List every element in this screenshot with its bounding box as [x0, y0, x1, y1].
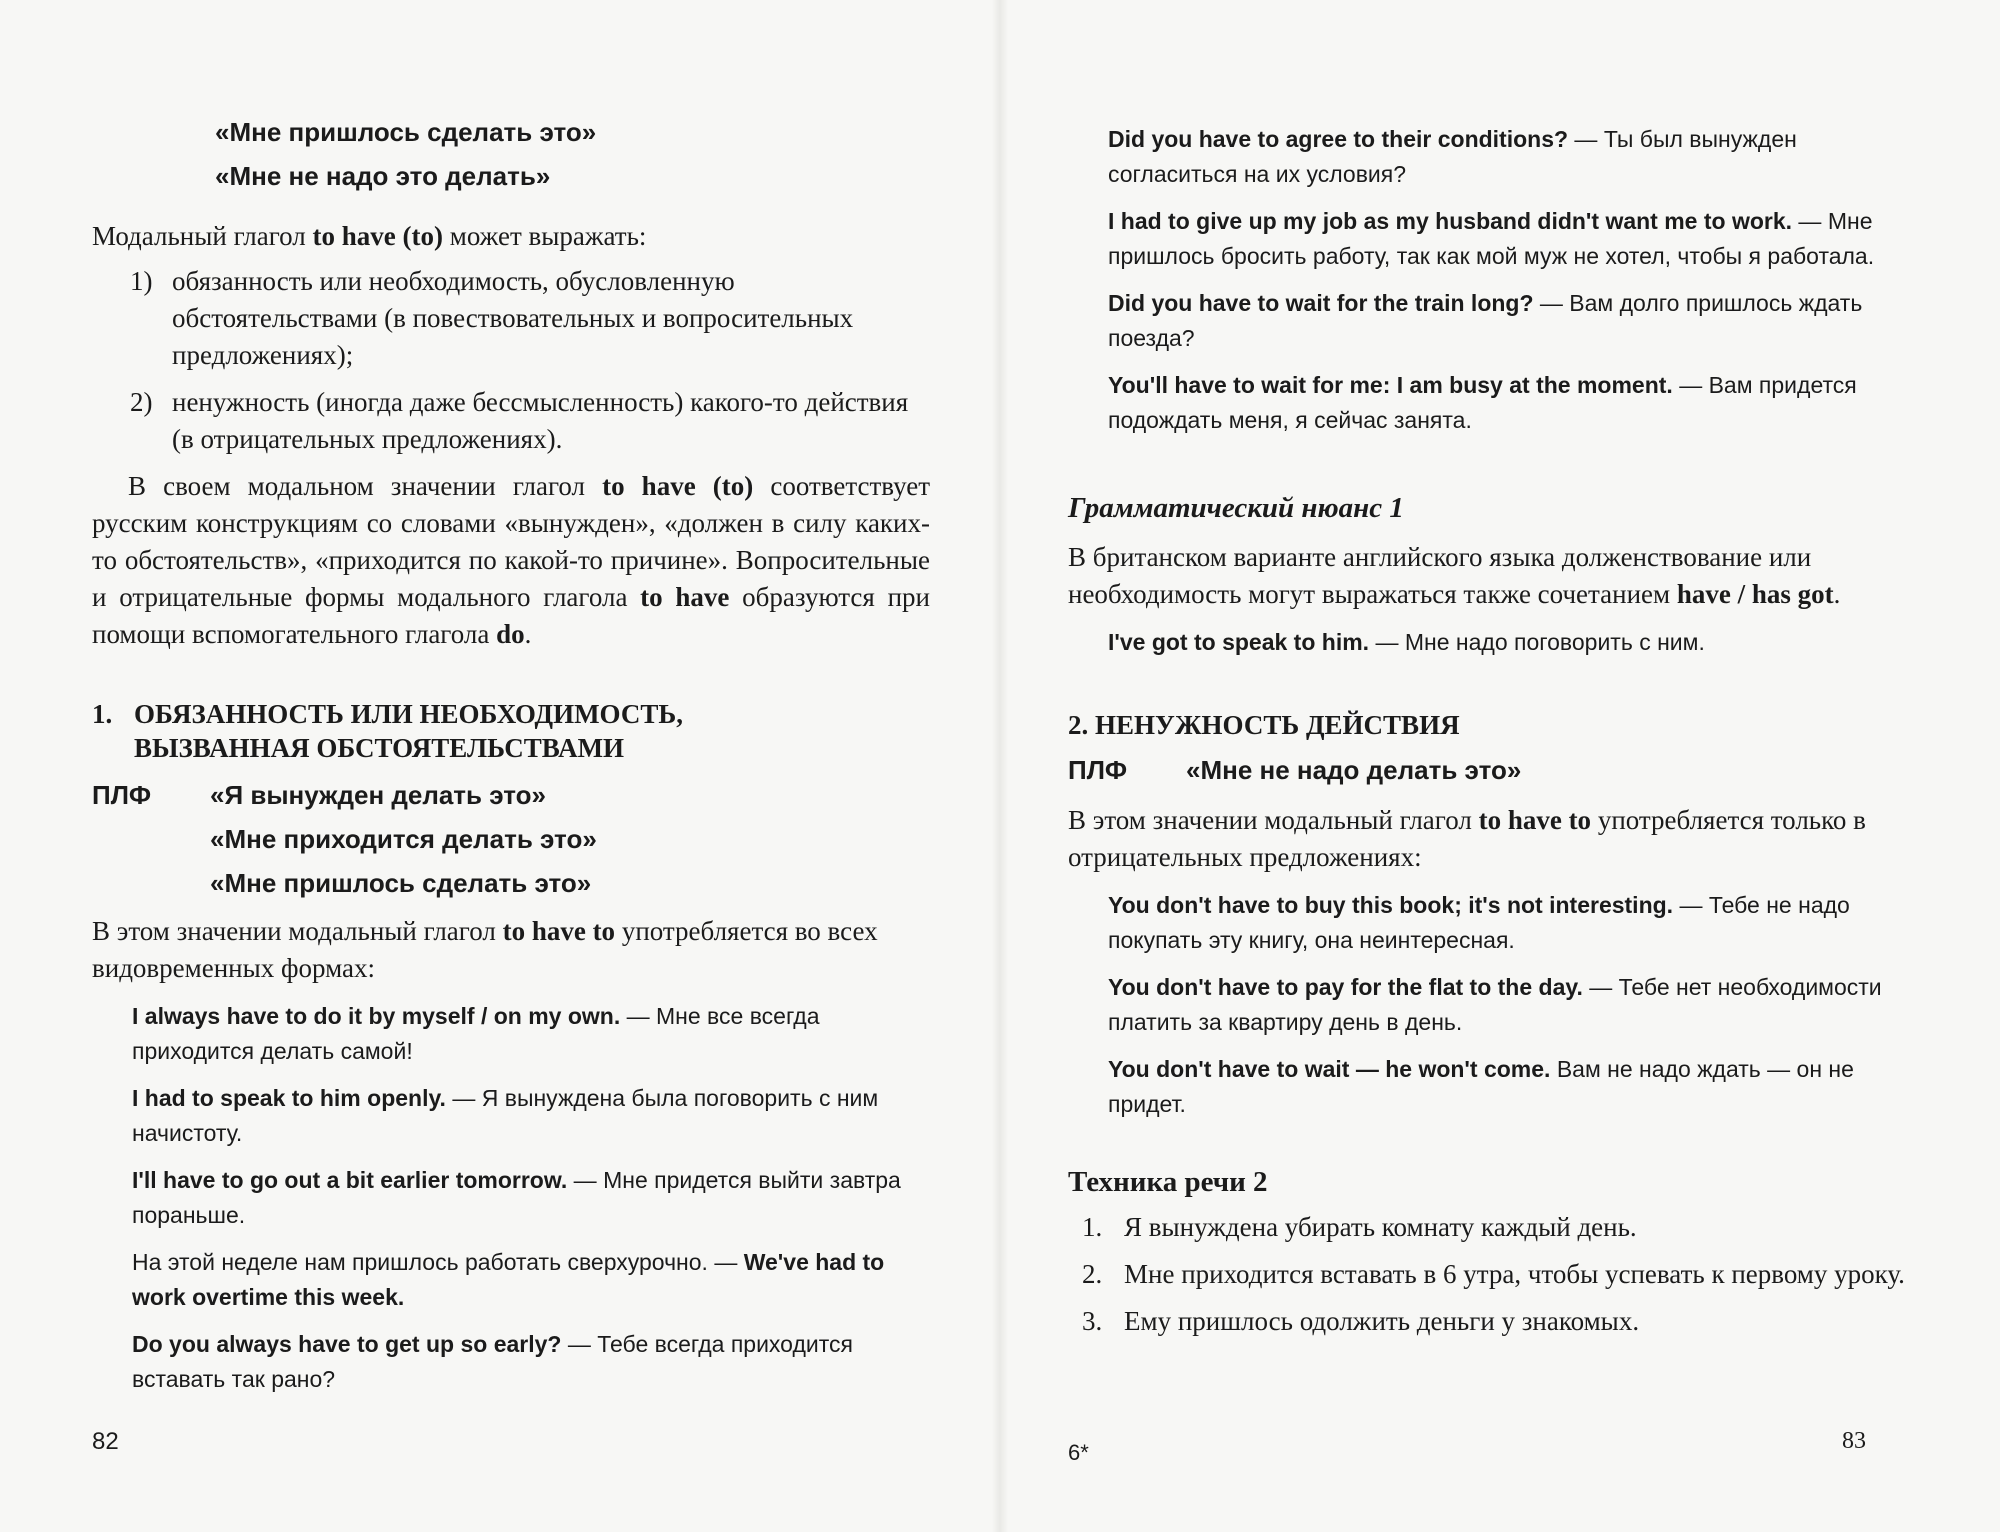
example [1068, 368, 1910, 438]
item-number: 3. [1082, 1306, 1103, 1336]
technique-heading: Техника речи 2 [1068, 1166, 1268, 1198]
example-english: Did you have to wait for the train long? [1108, 290, 1534, 316]
example-russian: Вам не надо ждать — он не придет. [1108, 1056, 1854, 1117]
text: употребляется только в отрицательных предложениях: [1068, 805, 1866, 872]
text: В этом значении модальный глагол [1068, 805, 1479, 835]
example-russian: — Мне пришлось бросить работу, так как мой муж не хотел, чтобы я работала. [1108, 208, 1875, 269]
list-item [1068, 1209, 1910, 1246]
text: В британском варианте английского языка долженствование или необходимость могут выражаться также сочетанием [1068, 542, 1812, 609]
plf-row [92, 773, 930, 817]
example-english: You'll have to wait for me: I am busy at the moment. [1108, 372, 1673, 398]
example-english: I had to give up my job as my husband didn't want me to work. [1108, 208, 1793, 234]
section-2-heading: 2. НЕНУЖНОСТЬ ДЕЙСТВИЯ [1068, 710, 1460, 740]
example-russian: — Мне все всегда приходится делать самой! [132, 1003, 820, 1064]
technique-list [1068, 1209, 1910, 1340]
meanings-list [92, 263, 930, 458]
plf-line: «Мне не надо делать это» [1186, 755, 1522, 785]
term: have / has got [1676, 579, 1834, 609]
nuance-heading: Грамматический нюанс 1 [1068, 492, 1404, 524]
right-page [1000, 0, 2000, 1532]
example [1068, 970, 1910, 1040]
list-item [1068, 1256, 1910, 1293]
example-russian: На этой неделе нам пришлось работать сверхурочно. — [132, 1249, 744, 1275]
example [92, 999, 930, 1069]
item-number: 1) [130, 266, 153, 296]
term: do [496, 619, 525, 649]
example-english: Did you have to agree to their conditions? [1108, 126, 1569, 152]
intro-line: «Мне пришлось сделать это» [215, 117, 597, 147]
text: . [1833, 579, 1841, 609]
plf-line: «Я вынужден делать это» [210, 780, 546, 810]
usage-paragraph [92, 913, 930, 987]
term: to have to [502, 916, 616, 946]
plf-line: «Мне приходится делать это» [210, 824, 597, 854]
text: употребляется во всех видовременных формах: [92, 916, 878, 983]
term: to have to [1478, 805, 1592, 835]
section-title-line: ВЫЗВАННАЯ ОБСТОЯТЕЛЬСТВАМИ [134, 733, 625, 763]
intro-line: «Мне не надо это делать» [215, 161, 551, 191]
example [92, 1081, 930, 1151]
example [1068, 888, 1910, 958]
example-english: I always have to do it by myself / on my own. [132, 1003, 621, 1029]
item-text: обязанность или необходимость, обусловленную обстоятельствами (в повествовательных и вопросительных предложениях); [172, 266, 854, 370]
example [92, 1163, 930, 1233]
text: может выражать: [443, 221, 647, 251]
example [92, 1245, 930, 1315]
item-number: 2. [1082, 1259, 1103, 1289]
example [92, 1327, 930, 1397]
plf-label: ПЛФ [92, 780, 152, 810]
list-item [1068, 1303, 1910, 1340]
plf-row [1068, 748, 1910, 792]
plf-line: «Мне пришлось сделать это» [210, 868, 592, 898]
text: соответствует русским конструкциям со словами «вынужден», «должен в силу каких-то обстоятельств», «приходится по какой-то причине». Вопросительные и отрицательные формы модального глагола [92, 471, 931, 612]
signature-mark: 6* [1068, 1440, 1089, 1465]
text: В своем модальном значении глагол [128, 471, 603, 501]
example-russian: — Вам придется подождать меня, я сейчас занята. [1108, 372, 1857, 433]
term: to have (to) [312, 221, 443, 251]
example [1068, 1052, 1910, 1122]
example-english: You don't have to buy this book; it's not interesting. [1108, 892, 1674, 918]
example-russian: — Ты был вынужден согласиться на их условия? [1108, 126, 1797, 187]
example-english: I've got to speak to him. [1108, 629, 1370, 655]
item-number: 1. [1082, 1212, 1103, 1242]
example-russian: — Тебе нет необходимости платить за квартиру день в день. [1108, 974, 1882, 1035]
explanation-paragraph [92, 468, 930, 653]
example-russian: — Тебе не надо покупать эту книгу, она неинтересная. [1108, 892, 1850, 953]
section-title [134, 697, 683, 765]
usage-paragraph [1068, 802, 1910, 876]
term: to have [640, 582, 730, 612]
example-russian: — Я вынуждена была поговорить с ним начистоту. [132, 1085, 879, 1146]
page-number: 82 [92, 1428, 119, 1455]
text: Модальный глагол [92, 221, 313, 251]
item-text: Я вынуждена убирать комнату каждый день. [1124, 1212, 1637, 1242]
example-russian: — Мне надо поговорить с ним. [1369, 629, 1705, 655]
example-english: I had to speak to him openly. [132, 1085, 446, 1111]
plf-block [92, 773, 930, 905]
example [1068, 122, 1910, 192]
list-item [92, 384, 930, 458]
modal-intro [92, 218, 930, 255]
text: образуются при помощи вспомогательного глагола [92, 582, 930, 649]
example-russian: — Тебе всегда приходится вставать так рано? [132, 1331, 853, 1392]
item-number: 2) [130, 387, 153, 417]
text: В этом значении модальный глагол [92, 916, 503, 946]
intro-lines [92, 110, 930, 198]
example-english: You don't have to wait — he won't come. [1108, 1056, 1551, 1082]
item-text: Мне приходится вставать в 6 утра, чтобы успевать к первому уроку. [1124, 1259, 1905, 1289]
example-english: You don't have to pay for the flat to the day. [1108, 974, 1583, 1000]
term: to have (to) [602, 471, 754, 501]
section-1-heading [92, 697, 930, 765]
example-english: We've had to work overtime this week. [132, 1249, 885, 1310]
plf-row [92, 861, 930, 905]
example-english: Do you always have to get up so early? [132, 1331, 562, 1357]
plf-row [92, 817, 930, 861]
item-text: Ему пришлось одолжить деньги у знакомых. [1124, 1306, 1640, 1336]
section-number: 1. [92, 699, 113, 729]
example [1068, 625, 1910, 660]
text: . [524, 619, 532, 649]
example [1068, 286, 1910, 356]
example [1068, 204, 1910, 274]
example-russian: — Мне придется выйти завтра пораньше. [132, 1167, 901, 1228]
page-number: 83 [1842, 1428, 1866, 1454]
item-text: ненужность (иногда даже бессмысленность) какого-то действия (в отрицательных предложениях). [172, 387, 909, 454]
section-title-line: ОБЯЗАННОСТЬ ИЛИ НЕОБХОДИМОСТЬ, [134, 699, 683, 729]
example-english: I'll have to go out a bit earlier tomorrow. [132, 1167, 568, 1193]
plf-label: ПЛФ [1068, 755, 1128, 785]
example-russian: — Вам долго пришлось ждать поезда? [1108, 290, 1863, 351]
list-item [92, 263, 930, 374]
nuance-paragraph [1068, 539, 1910, 613]
